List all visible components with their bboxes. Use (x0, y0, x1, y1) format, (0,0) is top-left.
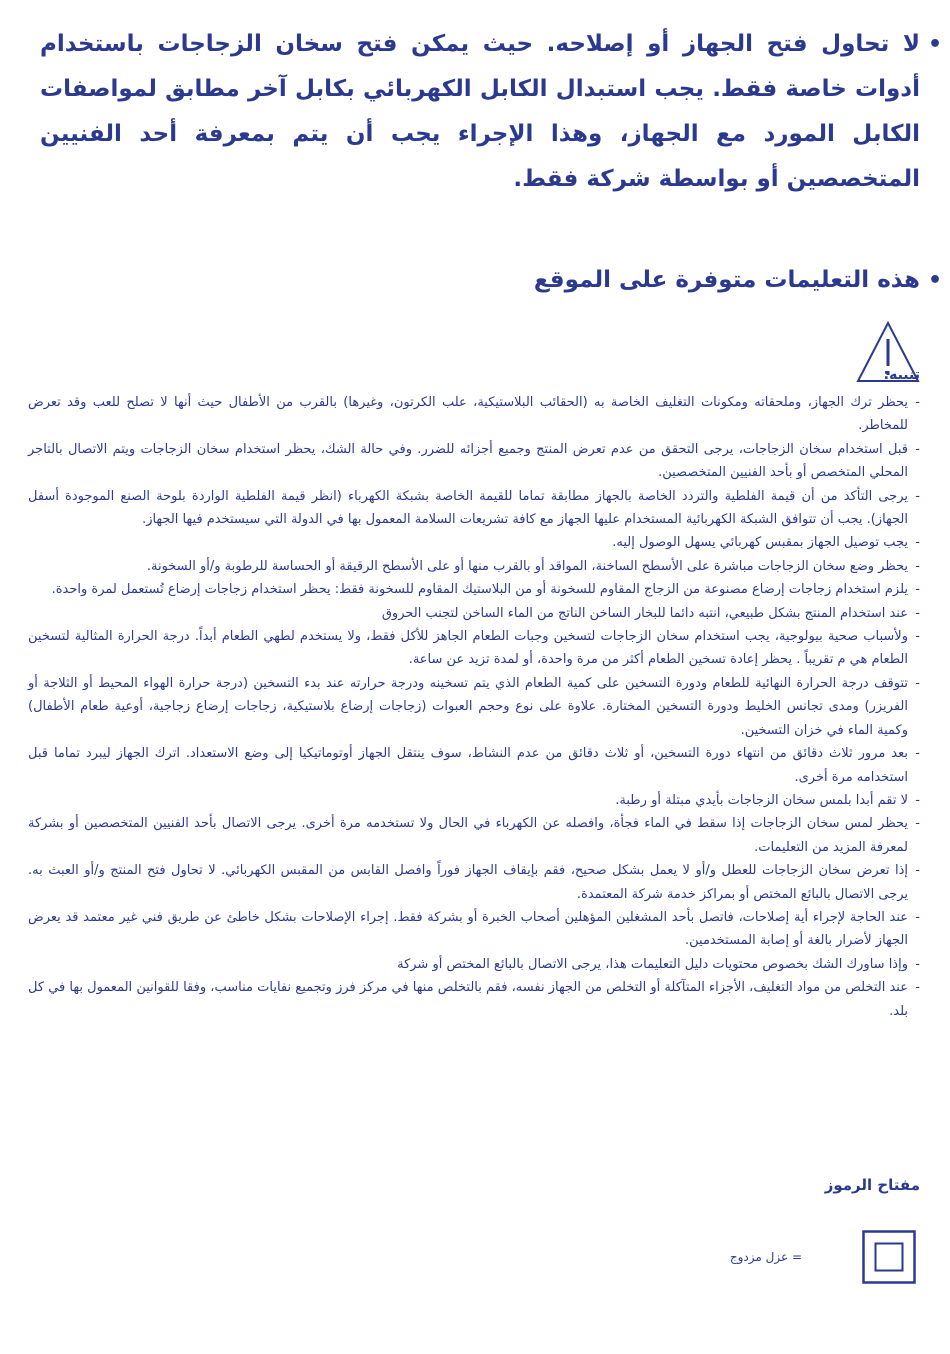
list-item (28, 555, 920, 578)
list-dash: - (915, 792, 920, 808)
list-dash: - (915, 605, 920, 621)
list-dash: - (915, 863, 920, 879)
warning-title: تنبيه: (883, 367, 920, 383)
list-item (28, 906, 920, 953)
double-insulation-label: = عزل مزدوج (729, 1250, 802, 1264)
list-item-text: يحظر ترك الجهاز، وملحقاته ومكونات التغليف الخاصة به (الحقائب البلاستيكية، علب الكرتون، وغيرها) بالقرب من الأطفال حيث أنها لا تصلح للعب وقد تعرض للمخاطر. (28, 395, 908, 434)
list-item-text: إذا تعرض سخان الزجاجات للعطل و/أو لا يعمل بشكل صحيح، فقم بإيقاف الجهاز فوراً وافصل القابس من المقبس الكهربائي. لا تحاول فتح المنتج و/أو العبث به. يرجى الاتصال بالبائع المختص أو بمراكز خدمة شركة المعتمدة. (28, 863, 908, 902)
list-item (28, 391, 920, 438)
list-dash: - (915, 558, 920, 574)
list-item (28, 859, 920, 906)
intro-text-1: لا تحاول فتح الجهاز أو إصلاحه. حيث يمكن فتح سخان الزجاجات باستخدام أدوات خاصة فقط. يجب استبدال الكابل الكهربائي بكابل آخر مطابق لمواصفات الكابل المورد مع الجهاز، وهذا الإجراء يجب أن يتم بمعرفة أحد الفنيين المتخصصين أو بواسطة شركة فقط. (40, 31, 920, 192)
list-item (28, 672, 920, 742)
list-item-text: تتوقف درجة الحرارة النهائية للطعام ودورة التسخين على كمية الطعام الذي يتم تسخينه ودرجة حرارته عند بدء التسخين (درجة حرارة الهواء المحيط أو الثلاجة أو الفريزر) ومدى تجانس الخليط ودورة التسخين المختارة. علاوة على نوع وحجم العبوات (زجاجات إرضاع بلاستيكية، زجاجات إرضاع زجاجية، أوعية طعام الأطفال) وكمية الماء في خزان التسخين. (28, 675, 908, 738)
list-item (28, 625, 920, 672)
list-item-text: عند الحاجة لإجراء أية إصلاحات، فاتصل بأحد المشغلين المؤهلين أصحاب الخبرة أو بشركة فقط. إجراء الإصلاحات بشكل خاطئ عن طريق فني غير معتمد قد يعرض الجهاز لأضرار بالغة أو إصابة المستخدمين. (28, 909, 908, 949)
list-item-text: قبل استخدام سخان الزجاجات، يرجى التحقق من عدم تعرض المنتج وجميع أجزائه للضرر. وفي حالة الشك، يحظر استخدام سخان الزجاجات ويتم الاتصال بالتاجر المحلي المتخصص أو بأحد الفنيين المتخصصين. (28, 441, 908, 481)
list-item-text: يجب توصيل الجهاز بمقبس كهربائي يسهل الوصول إليه. (612, 535, 908, 551)
list-dash: - (915, 629, 920, 645)
list-item (28, 485, 920, 532)
list-dash: - (915, 956, 920, 972)
list-item (28, 602, 920, 625)
list-item-text: عند التخلص من مواد التغليف، الأجزاء المتآكلة أو التخلص من الجهاز نفسه، فقم بالتخلص منها في مركز فرز وتجميع نفايات مناسب، وفقا للقوانين المعمول بها في كل بلد. (28, 980, 908, 1019)
list-item (28, 438, 920, 485)
list-dash: - (915, 441, 920, 457)
list-item (28, 578, 920, 601)
list-item (28, 976, 920, 1023)
intro-paragraph-2 (40, 258, 942, 303)
list-item-text: يلزم استخدام زجاجات إرضاع مصنوعة من الزجاج المقاوم للسخونة أو من البلاستيك المقاوم للسخونة فقط: يحظر استخدام زجاجات إرضاع تُستعمل لمرة واحدة. (51, 582, 908, 598)
list-item-text: يحظر لمس سخان الزجاجات إذا سقط في الماء فجأة، وافصله عن الكهرباء في الحال ولا تستخدمه مرة أخرى. يرجى الاتصال بأحد الفنيين المتخصصين أو بشركة لمعرفة المزيد من التعليمات. (28, 816, 908, 855)
intro-text-2: هذه التعليمات متوفرة على الموقع (533, 267, 920, 293)
list-item (28, 812, 920, 859)
list-item-text: لا تقم أبدا بلمس سخان الزجاجات بأيدي مبتلة أو رطبة. (615, 792, 908, 808)
list-item (28, 742, 920, 789)
list-dash: - (915, 816, 920, 832)
list-item-text: وإذا ساورك الشك بخصوص محتويات دليل التعليمات هذا، يرجى الاتصال بالبائع المختص أو شركة (397, 956, 908, 972)
list-item-text: عند استخدام المنتج بشكل طبيعي، انتبه دائما للبخار الساخن الناتج من الماء الساخن لتجنب الحروق (381, 605, 908, 621)
symbols-legend-title: مفتاح الرموز (824, 1176, 920, 1194)
bullet: • (927, 268, 942, 293)
list-dash: - (915, 395, 920, 410)
bullet: • (927, 32, 942, 57)
list-dash: - (915, 746, 920, 762)
list-item (28, 953, 920, 976)
double-insulation-icon (862, 1230, 916, 1284)
list-item-text: ولأسباب صحية بيولوجية، يجب استخدام سخان الزجاجات لتسخين وجبات الطعام الجاهز للأكل فقط، ولا يستخدم لطهي الطعام أبداً. درجة الحرارة المثالية لتسخين الطعام هي م تقريباً . يحظر إعادة تسخين الطعام أكثر من مرة واحدة، أو لمدة تزيد عن ساعة. (28, 629, 908, 668)
list-item (28, 789, 920, 812)
list-dash: - (915, 909, 920, 925)
list-dash: - (915, 675, 920, 691)
list-dash: - (915, 582, 920, 598)
list-dash: - (915, 535, 920, 551)
list-item-text: يرجى التأكد من أن قيمة الفلطية والتردد الخاصة بالجهاز مطابقة تماما للقيمة الخاصة بشبكة الكهرباء (انظر قيمة الفلطية الواردة بلوحة الصنع الموجودة أسفل الجهاز). يجب أن تتوافق الشبكة الكهربائية المستخدام عليها الجهاز مع كافة تشريعات السلامة المعمول بها في الدولة التي سيستخدم فيها الجهاز. (28, 488, 908, 528)
list-item-text: بعد مرور ثلاث دقائق من انتهاء دورة التسخين، أو ثلاث دقائق من عدم النشاط، سوف ينتقل الجهاز أوتوماتيكيا إلى وضع الاستعداد. اترك الجهاز ليبرد تماما قبل استخدامه مرة أخرى. (28, 746, 908, 785)
list-item-text: يحظر وضع سخان الزجاجات مباشرة على الأسطح الساخنة، المواقد أو بالقرب منها أو على الأسطح الرقيقة أو الحساسة للرطوبة و/أو السخونة. (146, 558, 908, 574)
warning-list (28, 391, 920, 1023)
list-dash: - (915, 488, 920, 504)
intro-paragraph-1 (40, 22, 942, 202)
list-dash: - (915, 980, 920, 996)
list-item (28, 531, 920, 554)
